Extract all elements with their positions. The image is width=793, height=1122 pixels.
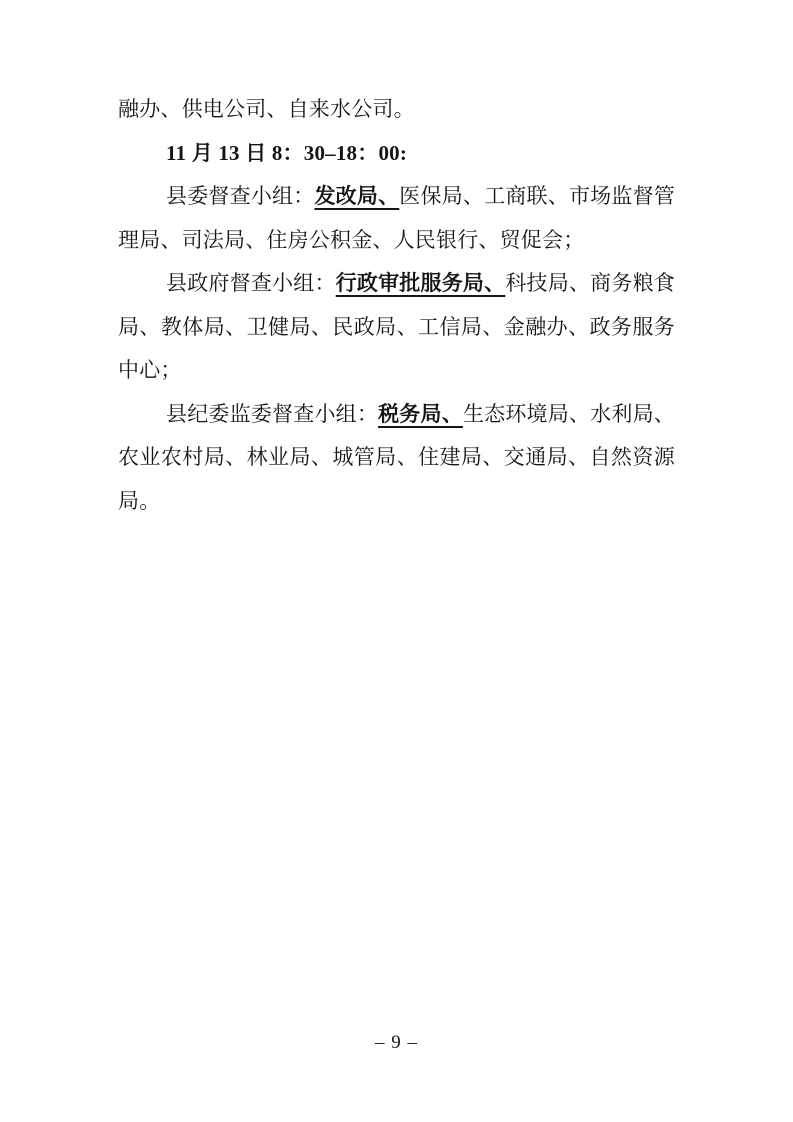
paragraph-datetime (118, 132, 675, 176)
highlighted-department: 行政审批服务局、 (335, 271, 506, 295)
paragraph-county-government-group (118, 262, 675, 393)
group-label: 县纪委监委督查小组： (166, 401, 379, 426)
paragraph-discipline-inspection-group (118, 393, 675, 524)
paragraph-continuation (118, 88, 675, 132)
department-list: 医保局、工商联、市场监督管理局、司法局、住房公积金、人民银行、贸促会； (118, 184, 675, 252)
department-list: 生态环境局、水利局、农业农村局、林业局、城管局、住建局、交通局、自然资源局。 (118, 401, 676, 513)
department-list: 科技局、商务粮食局、教体局、卫健局、民政局、工信局、金融办、政务服务中心； (118, 271, 675, 382)
highlighted-department: 税务局、 (378, 401, 463, 426)
paragraph-county-committee-group (118, 175, 675, 262)
datetime-text: 11 月 13 日 8：30–18：00: (166, 140, 408, 165)
highlighted-department: 发改局、 (314, 184, 400, 208)
group-label: 县委督查小组： (166, 184, 315, 208)
group-label: 县政府督查小组： (166, 271, 336, 295)
text-run: 融办、供电公司、自来水公司。 (118, 97, 415, 121)
document-body (118, 88, 675, 523)
page-number: – 9 – (375, 1032, 418, 1053)
